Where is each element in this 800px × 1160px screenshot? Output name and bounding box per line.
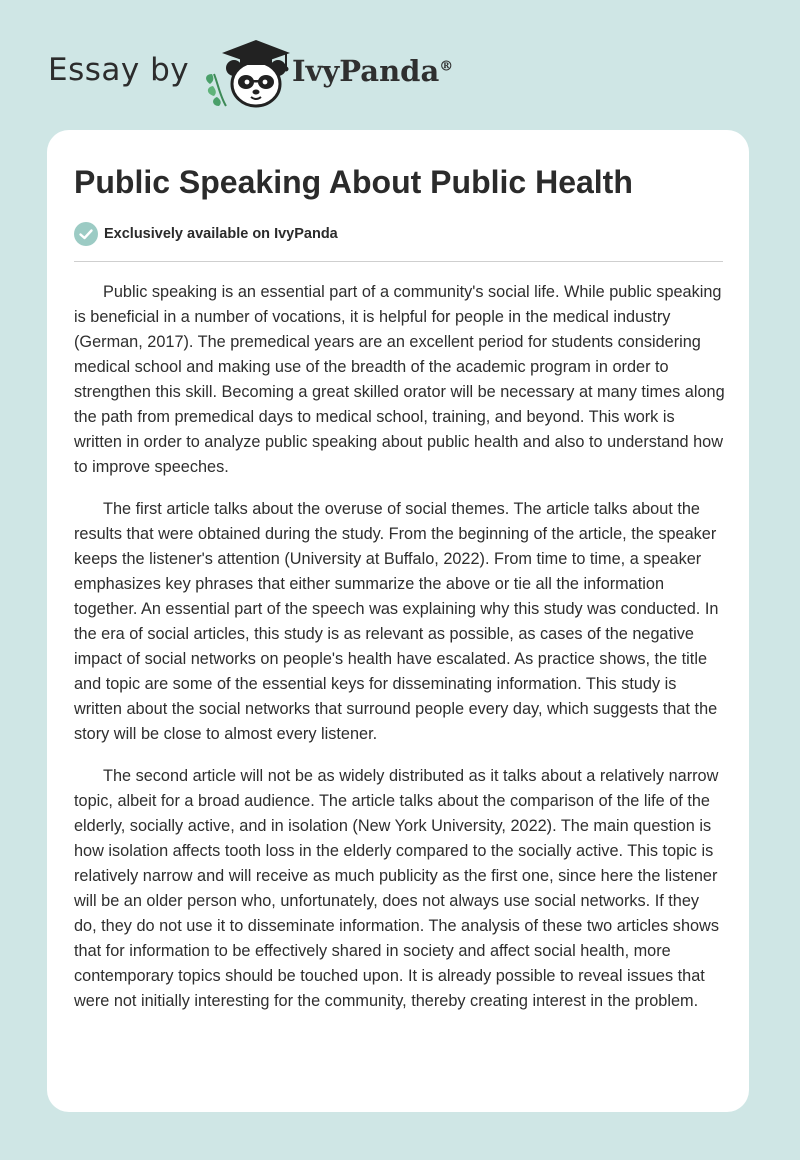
essay-body: [74, 280, 726, 1031]
exclusive-badge-label: Exclusively available on IvyPanda: [104, 226, 338, 242]
paragraph: The second article will not be as widely distributed as it talks about a relatively narrow topic, albeit for a broad audience. The article talks about the comparison of the life of the elderly, socially active, and in isolation (New York University, 2022). The main question is how isolation affects tooth loss in the elderly compared to the socially active. This topic is relatively narrow and will receive as much publicity as the first one, since here the listener will be an older person who, unfortunately, does not always use social networks. If they do, they do not use it to disseminate information. The analysis of these two articles shows that for information to be effectively shared in society and affect social health, more contemporary topics should be touched upon. It is already possible to reveal issues that were not initially interesting for the community, thereby creating interest in the problem.: [74, 767, 719, 1010]
exclusive-badge: [74, 222, 338, 246]
check-circle-icon: [74, 222, 98, 246]
site-header: [48, 36, 508, 110]
paragraph: The first article talks about the overuse of social themes. The article talks about the results that were obtained during the study. From the beginning of the article, the speaker keeps the listener's attention (University at Buffalo, 2022). From time to time, a speaker emphasizes key phrases that either summarize the above or tie all the information together. An essential part of the speech was explaining why this study was conducted. In the era of social articles, this study is as relevant as possible, as cases of the negative impact of social networks on people's health have escalated. As practice shows, the title and topic are some of the essential keys for disseminating information. This study is written about the social networks that surround people every day, which suggests that the story will be close to almost every listener.: [74, 500, 719, 743]
ivypanda-logo-icon[interactable]: [202, 36, 292, 110]
essay-by-label: Essay by: [48, 52, 190, 88]
brand-text: IvyPanda: [292, 54, 440, 88]
page-title: Public Speaking About Public Health: [74, 164, 633, 200]
divider: [74, 261, 723, 262]
registered-mark: ®: [439, 58, 454, 75]
brand-name[interactable]: [292, 54, 453, 88]
essay-card: [47, 130, 749, 1112]
paragraph: Public speaking is an essential part of a community's social life. While public speaking is beneficial in a number of vocations, it is helpful for people in the medical industry (German, 2017). The premedical years are an excellent period for students considering medical school and making use of the breadth of the academic program in order to strengthen this skill. Becoming a great skilled orator will be necessary at many times along the path from premedical days to medical school, training, and beyond. This work is written in order to analyze public speaking about public health and also to understand how to improve speeches.: [74, 283, 725, 476]
